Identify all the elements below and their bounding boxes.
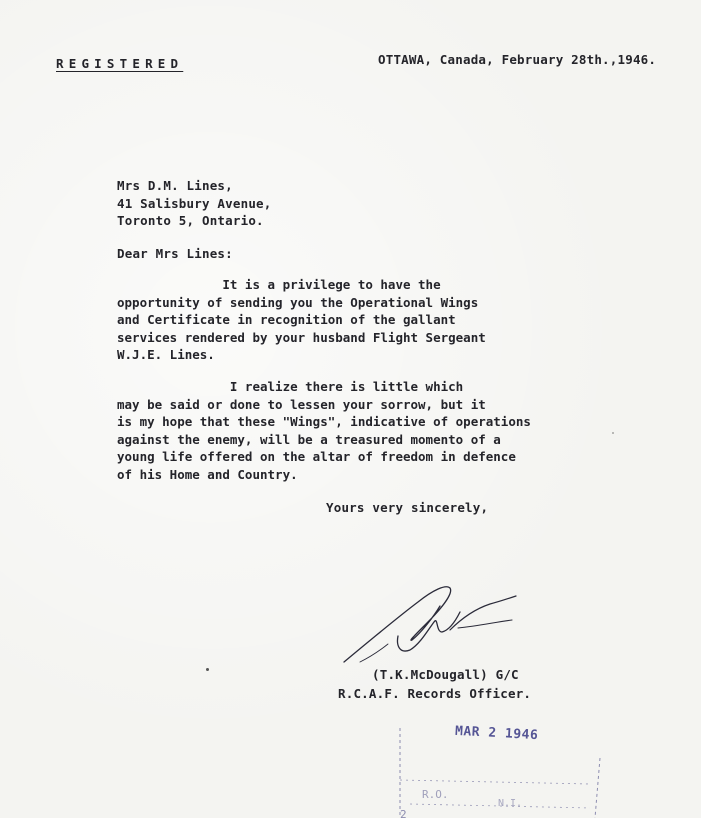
stamp-date: MAR 2 1946: [454, 723, 539, 744]
paper-speck: [206, 668, 209, 671]
registered-heading: REGISTERED: [56, 56, 184, 71]
handwritten-signature: [338, 572, 528, 672]
svg-text:2: 2: [400, 808, 407, 818]
paper-speck: [612, 432, 614, 434]
dateline: OTTAWA, Canada, February 28th.,1946.: [378, 52, 657, 67]
closing: Yours very sincerely,: [326, 500, 489, 515]
signer-title: R.C.A.F. Records Officer.: [338, 686, 532, 701]
salutation: Dear Mrs Lines:: [117, 246, 233, 261]
svg-text:R.O.: R.O.: [422, 788, 449, 801]
recipient-street: 41 Salisbury Avenue,: [117, 196, 272, 211]
recipient-name: Mrs D.M. Lines,: [117, 178, 233, 193]
svg-text:N.I.: N.I.: [498, 798, 523, 809]
body-paragraph-2: I realize there is little which may be said or done to lessen your sorrow, but it is my hope that these "Wings", indicative of operations against the enemy, will be a treasured momento of a young life offered on the altar of freedom in defence of his Home and Country.: [117, 379, 531, 482]
signer-name: (T.K.McDougall) G/C: [372, 667, 519, 682]
recipient-city: Toronto 5, Ontario.: [117, 213, 264, 228]
body-paragraph-1: It is a privilege to have the opportunity of sending you the Operational Wings and Certificate in recognition of the gallant services rendered by your husband Flight Sergeant W.J.E. Lines.: [117, 277, 486, 363]
